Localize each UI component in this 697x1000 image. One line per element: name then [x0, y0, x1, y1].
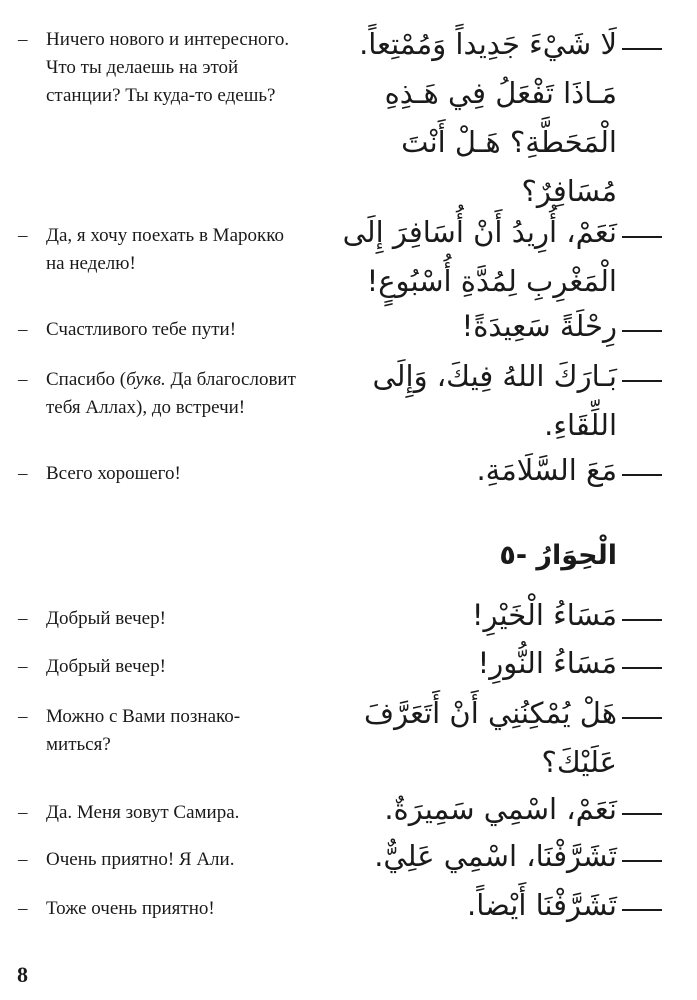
arabic-line-1: لَا شَيْءَ جَدِيداً وَمُمْتِعاً. مَـاذَا تَفْعَلُ فِي هَـذِهِ الْمَحَطَّةِ؟ هَـلْ أَنْتَ مُسَافِرٌ؟ — [359, 27, 617, 208]
russian-line-11 — [18, 895, 298, 923]
arabic-line-2: نَعَمْ، أُرِيدُ أَنْ أُسَافِرَ إِلَى الْمَغْرِبِ لِمُدَّةِ أُسْبُوعٍ! — [342, 215, 617, 298]
arabic-line-6: مَسَاءُ الْخَيْرِ! — [471, 598, 617, 632]
russian-dash: – — [18, 608, 28, 629]
russian-dash: – — [18, 369, 28, 390]
arabic-dash-icon — [622, 860, 662, 862]
russian-text: Тоже очень приятно! — [46, 898, 215, 919]
arabic-line-9: نَعَمْ، اسْمِي سَمِيرَةٌ. — [384, 792, 617, 826]
russian-dash: – — [18, 319, 28, 340]
russian-line-1 — [18, 26, 298, 110]
russian-text: Можно с Вами познакомиться? — [46, 706, 241, 755]
russian-text-part: Спасибо ( — [46, 369, 127, 390]
arabic-dash-icon — [622, 48, 662, 50]
section-heading: الْحِوَارُ -٥ — [499, 540, 617, 571]
russian-dash: – — [18, 225, 28, 246]
arabic-dash-icon — [622, 619, 662, 621]
russian-dash: – — [18, 29, 28, 50]
russian-line-7 — [18, 653, 298, 681]
russian-line-8 — [18, 703, 298, 759]
russian-text: Добрый вечер! — [46, 656, 166, 677]
russian-dash: – — [18, 463, 28, 484]
arabic-line-8: هَلْ يُمْكِنُنِي أَنْ أَتَعَرَّفَ عَلَيْكَ؟ — [364, 696, 617, 779]
arabic-dash-icon — [622, 236, 662, 238]
russian-dash: – — [18, 706, 28, 727]
russian-line-9 — [18, 799, 298, 827]
russian-line-5 — [18, 460, 298, 488]
russian-dash: – — [18, 849, 28, 870]
arabic-line-3: رِحْلَةً سَعِيدَةً! — [461, 309, 617, 343]
russian-dash: – — [18, 656, 28, 677]
russian-text: Ничего нового и интересного. Что ты делаешь на этой станции? Ты куда-то едешь? — [46, 29, 290, 106]
russian-line-10 — [18, 846, 298, 874]
russian-line-4 — [18, 366, 298, 422]
russian-text: Да. Меня зовут Самира. — [46, 802, 240, 823]
russian-text — [46, 366, 298, 422]
arabic-dash-icon — [622, 330, 662, 332]
arabic-line-5: مَعَ السَّلَامَةِ. — [476, 453, 617, 487]
russian-line-6 — [18, 605, 298, 633]
page-number: 8 — [17, 962, 28, 987]
arabic-dash-icon — [622, 717, 662, 719]
arabic-line-10: تَشَرَّفْنَا، اسْمِي عَلِيٌّ. — [374, 839, 617, 873]
russian-text: Очень приятно! Я Али. — [46, 849, 235, 870]
russian-text-part: Да благословит тебя Аллах), до встречи! — [46, 369, 296, 418]
russian-text: Счастливого тебе пути! — [46, 319, 237, 340]
arabic-dash-icon — [622, 380, 662, 382]
russian-text: Да, я хочу поехать в Марокко на неделю! — [46, 225, 285, 274]
russian-text-italic: букв. — [126, 369, 166, 390]
russian-text: Добрый вечер! — [46, 608, 166, 629]
russian-line-3 — [18, 316, 298, 344]
arabic-line-4: بَـارَكَ اللهُ فِيكَ، وَإِلَى اللِّقَاءِ. — [372, 359, 617, 442]
arabic-dash-icon — [622, 667, 662, 669]
russian-dash: – — [18, 898, 28, 919]
russian-text: Всего хорошего! — [46, 463, 181, 484]
arabic-dash-icon — [622, 813, 662, 815]
arabic-line-11: تَشَرَّفْنَا أَيْضاً. — [467, 888, 617, 922]
russian-line-2 — [18, 222, 298, 278]
russian-dash: – — [18, 802, 28, 823]
arabic-dash-icon — [622, 474, 662, 476]
arabic-dash-icon — [622, 909, 662, 911]
arabic-line-7: مَسَاءُ النُّورِ! — [477, 646, 617, 680]
